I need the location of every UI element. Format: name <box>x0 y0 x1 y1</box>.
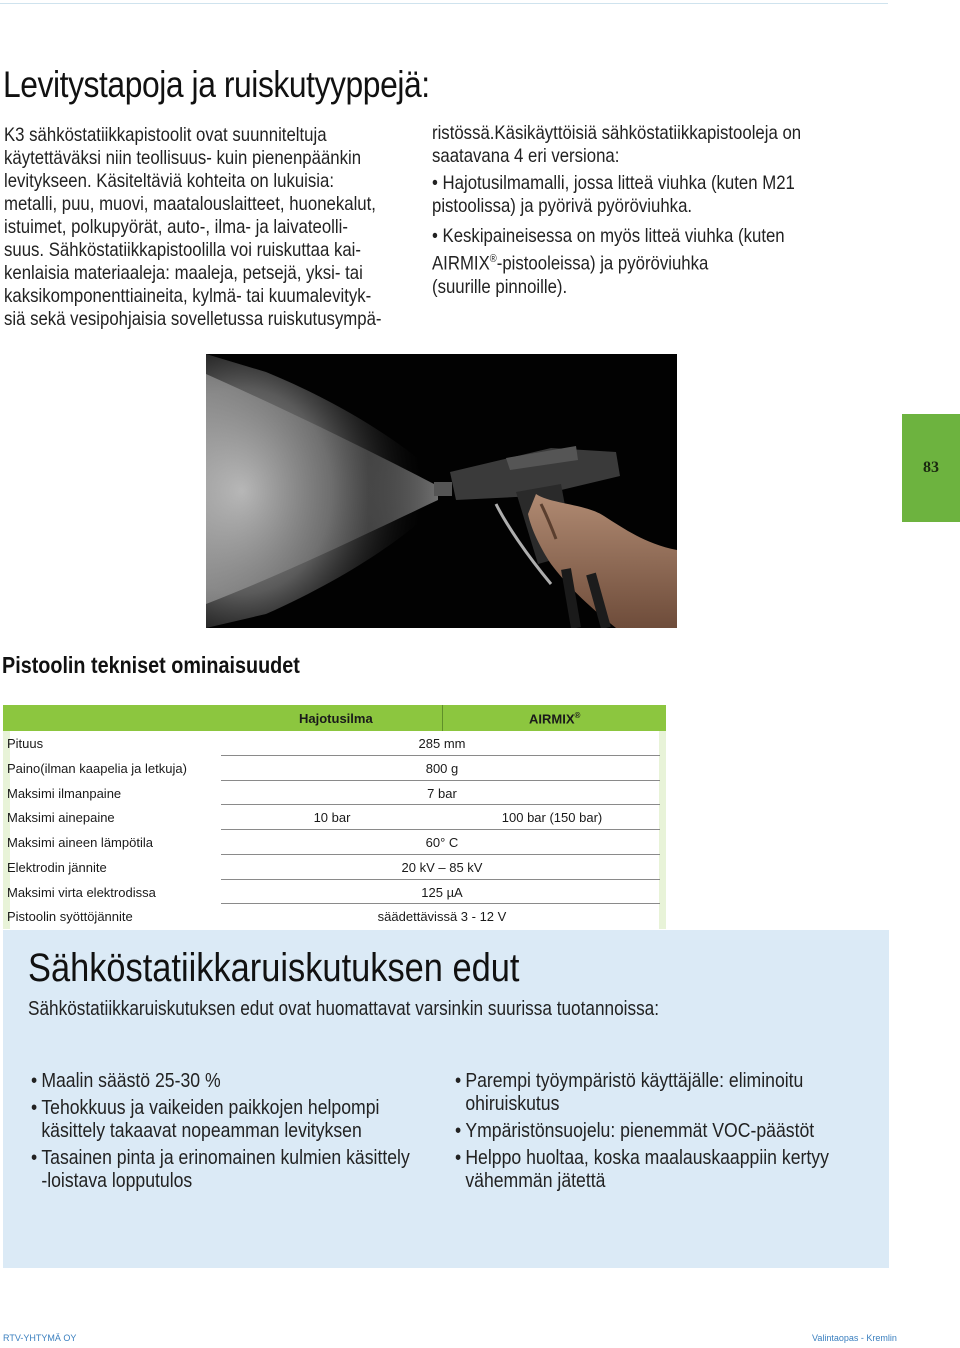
bullet-line <box>432 248 845 276</box>
benefit-line: -loistava lopputulos <box>41 1169 193 1192</box>
benefit-item <box>455 1119 902 1142</box>
benefit-line: vähemmän jätettä <box>465 1169 606 1192</box>
intro-line: suus. Sähköstatiikkapistoolilla voi ruiskuttaa kai- <box>4 239 361 261</box>
row-label: Elektrodin jännite <box>7 859 107 875</box>
row-value: 285 mm <box>418 736 466 751</box>
row-value: 20 kV – 85 kV <box>401 859 483 875</box>
benefits-intro: Sähköstatiikkaruiskutuksen edut ovat huomattavat varsinkin suurissa tuotannoissa: <box>28 998 660 1020</box>
table-row <box>3 904 666 929</box>
row-label: Maksimi aineen lämpötila <box>7 835 153 850</box>
table-row <box>3 781 666 806</box>
row-label: Maksimi virta elektrodissa <box>7 884 156 900</box>
row-value: 7 bar <box>427 785 457 801</box>
spray-gun-photo <box>206 354 677 628</box>
top-rule <box>0 3 888 4</box>
bullet-line: (suurille pinnoille). <box>432 275 568 298</box>
spec-table-header <box>3 705 666 731</box>
version-bullet <box>432 225 845 299</box>
version-bullet <box>432 172 845 218</box>
row-value: 60° C <box>425 835 459 850</box>
registered-mark: ® <box>489 253 497 265</box>
intro-line: käytettäväksi niin teollisuus- kuin pienenpäänkin <box>4 147 362 169</box>
benefit-line: • Helppo huoltaa, koska maalauskaappiin kertyy <box>465 1146 829 1169</box>
row-label: Pistoolin syöttöjännite <box>7 909 133 925</box>
benefit-item <box>455 1146 902 1192</box>
page-number: 83 <box>923 459 939 476</box>
intro-line: istuimet, polkupyörät, auto-, ilma- ja laivateolli- <box>4 216 348 238</box>
table-row <box>3 805 666 830</box>
row-value-hajotusilma: 10 bar <box>313 810 351 826</box>
benefits-list-left <box>31 1069 478 1196</box>
column-divider <box>442 705 443 731</box>
tech-specs-title: Pistoolin tekniset ominaisuudet <box>2 652 300 678</box>
benefits-list-right <box>455 1069 902 1196</box>
bullet-line: pistoolissa) ja pyörivä pyöröviuhka. <box>432 195 693 217</box>
row-value-airmix: 100 bar (150 bar) <box>501 810 603 826</box>
benefit-item <box>31 1069 478 1092</box>
bullet-line: • Hajotusilmamalli, jossa litteä viuhka (kuten M21 <box>432 172 795 194</box>
benefit-line: • Maalin säästö 25-30 % <box>41 1069 221 1092</box>
row-label: Maksimi ilmanpaine <box>7 785 122 801</box>
row-label: Maksimi ainepaine <box>7 810 115 826</box>
intro-line: ristössä.Käsikäyttöisiä sähköstatiikkapistooleja on <box>432 122 802 144</box>
intro-line: kenlaisia materiaaleja: maaleja, petsejä, yksi- tai <box>4 262 363 284</box>
row-value: säädettävissä 3 - 12 V <box>377 909 507 925</box>
intro-left-column <box>4 124 417 331</box>
column-header-hajotusilma: Hajotusilma <box>299 711 373 726</box>
column-header-airmix <box>529 711 580 726</box>
benefits-title: Sähköstatiikkaruiskutuksen edut <box>28 946 520 990</box>
intro-line: K3 sähköstatiikkapistoolit ovat suunniteltuja <box>4 124 327 146</box>
row-value: 125 µA <box>421 884 463 900</box>
page-heading: Levitystapoja ja ruiskutyyppejä: <box>3 64 430 105</box>
row-label: Pituus <box>7 736 44 751</box>
intro-line: kaksikomponenttiaineita, kylmä- tai kuumalevityk- <box>4 285 372 307</box>
bullet-text: -pistooleissa) ja pyöröviuhka <box>496 252 709 275</box>
benefit-line: • Tehokkuus ja vaikeiden paikkojen helpompi <box>41 1096 380 1119</box>
table-row <box>3 880 666 905</box>
intro-line: metalli, puu, muovi, maatalouslaitteet, huonekalut, <box>4 193 376 215</box>
intro-continuation <box>432 122 845 168</box>
benefit-item <box>31 1146 478 1192</box>
bullet-line: • Keskipaineisessa on myös litteä viuhka (kuten <box>432 225 785 247</box>
spec-table <box>3 705 666 929</box>
benefit-line: • Tasainen pinta ja erinomainen kulmien käsittely <box>41 1146 410 1169</box>
footer-guide-name: Valintaopas - Kremlin <box>812 1333 897 1343</box>
page-number-tab <box>902 414 960 522</box>
intro-paragraph <box>4 124 417 331</box>
airmix-label: AIRMIX <box>529 711 575 727</box>
intro-right-column <box>432 122 845 299</box>
table-row <box>3 830 666 855</box>
intro-line: siä sekä vesipohjaisia sovelletussa ruiskutusympä- <box>4 308 382 330</box>
benefit-line: käsittely takaavat nopeamman levityksen <box>41 1119 362 1142</box>
spray-gun-illustration <box>206 354 677 628</box>
registered-mark: ® <box>574 711 581 720</box>
benefit-line: • Ympäristönsuojelu: pienemmät VOC-päästöt <box>465 1119 815 1142</box>
row-value: 800 g <box>425 760 459 776</box>
footer-company: RTV-YHTYMÄ OY <box>3 1333 77 1343</box>
table-row <box>3 855 666 880</box>
intro-line: saatavana 4 eri versiona: <box>432 145 620 167</box>
table-row <box>3 756 666 781</box>
airmix-text: AIRMIX <box>432 252 490 275</box>
intro-line: levitykseen. Käsiteltäviä kohteita on lukuisia: <box>4 170 334 192</box>
benefit-line: • Parempi työympäristö käyttäjälle: eliminoitu <box>465 1069 804 1092</box>
benefit-line: ohiruiskutus <box>465 1092 560 1115</box>
benefit-item <box>31 1096 478 1142</box>
table-row <box>3 731 666 756</box>
benefit-item <box>455 1069 902 1115</box>
row-label: Paino(ilman kaapelia ja letkuja) <box>7 760 187 776</box>
benefits-panel <box>3 930 889 1268</box>
